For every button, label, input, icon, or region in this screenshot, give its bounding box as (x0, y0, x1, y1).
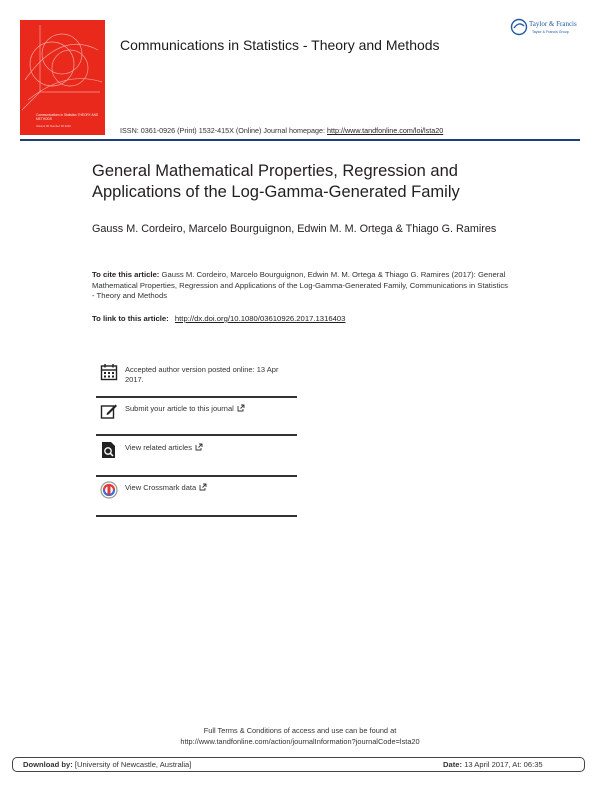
crossmark-icon (100, 481, 118, 499)
cite-label: To cite this article: (92, 270, 160, 279)
doi-link[interactable]: http://dx.doi.org/10.1080/03610926.2017.1316403 (174, 314, 346, 323)
header-divider (20, 139, 580, 141)
download-info-bar (12, 757, 585, 772)
crossmark-item[interactable] (96, 477, 297, 515)
crossmark-label: View Crossmark data (125, 483, 197, 492)
date-label: Date: (443, 760, 462, 769)
publisher-logo[interactable] (510, 17, 586, 37)
publisher-group: Taylor & Francis Group (532, 30, 569, 34)
journal-homepage-link[interactable]: http://www.tandfonline.com/loi/lsta20 (326, 126, 444, 135)
cover-meta: Volume 00 Number 00 2016 (36, 124, 71, 128)
edit-icon (100, 402, 118, 420)
related-articles-label: View related articles (125, 443, 192, 452)
terms-note (0, 726, 600, 747)
journal-title: Communications in Statistics - Theory and Methods (120, 37, 440, 53)
related-articles-link[interactable] (125, 443, 295, 453)
download-date (443, 760, 543, 769)
related-articles-item[interactable] (96, 437, 297, 475)
article-title: General Mathematical Properties, Regression and Applications of the Log-Gamma-Generated Family (92, 162, 460, 201)
publisher-name: Taylor & Francis (529, 20, 577, 28)
submit-article-link[interactable] (125, 404, 295, 414)
date-value: 13 April 2017, At: 06:35 (464, 760, 543, 769)
citation (92, 270, 512, 302)
journal-cover-image (20, 20, 105, 135)
article-authors: Gauss M. Cordeiro, Marcelo Bourguignon, Edwin M. M. Ortega & Thiago G. Ramires (92, 223, 497, 235)
article-link (92, 314, 345, 323)
external-link-icon (199, 483, 207, 491)
accepted-version-item (96, 359, 297, 397)
related-articles-icon (100, 441, 118, 459)
external-link-icon (237, 404, 245, 412)
terms-url[interactable]: http://www.tandfonline.com/action/journalInformation?journalCode=lsta20 (180, 736, 420, 746)
divider (96, 515, 297, 517)
publisher-logo-icon (510, 17, 586, 37)
downloaded-by (23, 760, 191, 769)
accepted-version-label: Accepted author version posted online: 13 Apr 2017. (125, 365, 279, 384)
issn-text: ISSN: 0361-0926 (Print) 1532-415X (Online) Journal homepage: (120, 126, 325, 135)
downloaded-label: Download by: (23, 760, 73, 769)
terms-line: Full Terms & Conditions of access and use can be found at (203, 726, 397, 735)
crossmark-link[interactable] (125, 483, 295, 493)
submit-article-item[interactable] (96, 398, 297, 436)
cite-text: Gauss M. Cordeiro, Marcelo Bourguignon, Edwin M. M. Ortega & Thiago G. Ramires (2017): General Mathematical Properties, Regression and Applications of the Log-Gamma-Generated Family, Communications in Statistics - Theory and Methods (92, 270, 509, 301)
external-link-icon (195, 443, 203, 451)
link-label: To link to this article: (92, 314, 169, 323)
downloaded-value: [University of Newcastle, Australia] (74, 760, 192, 769)
cover-title: Communications in Statistics THEORY AND METHODS (36, 113, 99, 121)
calendar-icon (100, 363, 118, 381)
submit-article-label: Submit your article to this journal (125, 404, 234, 413)
issn-line (120, 126, 443, 135)
